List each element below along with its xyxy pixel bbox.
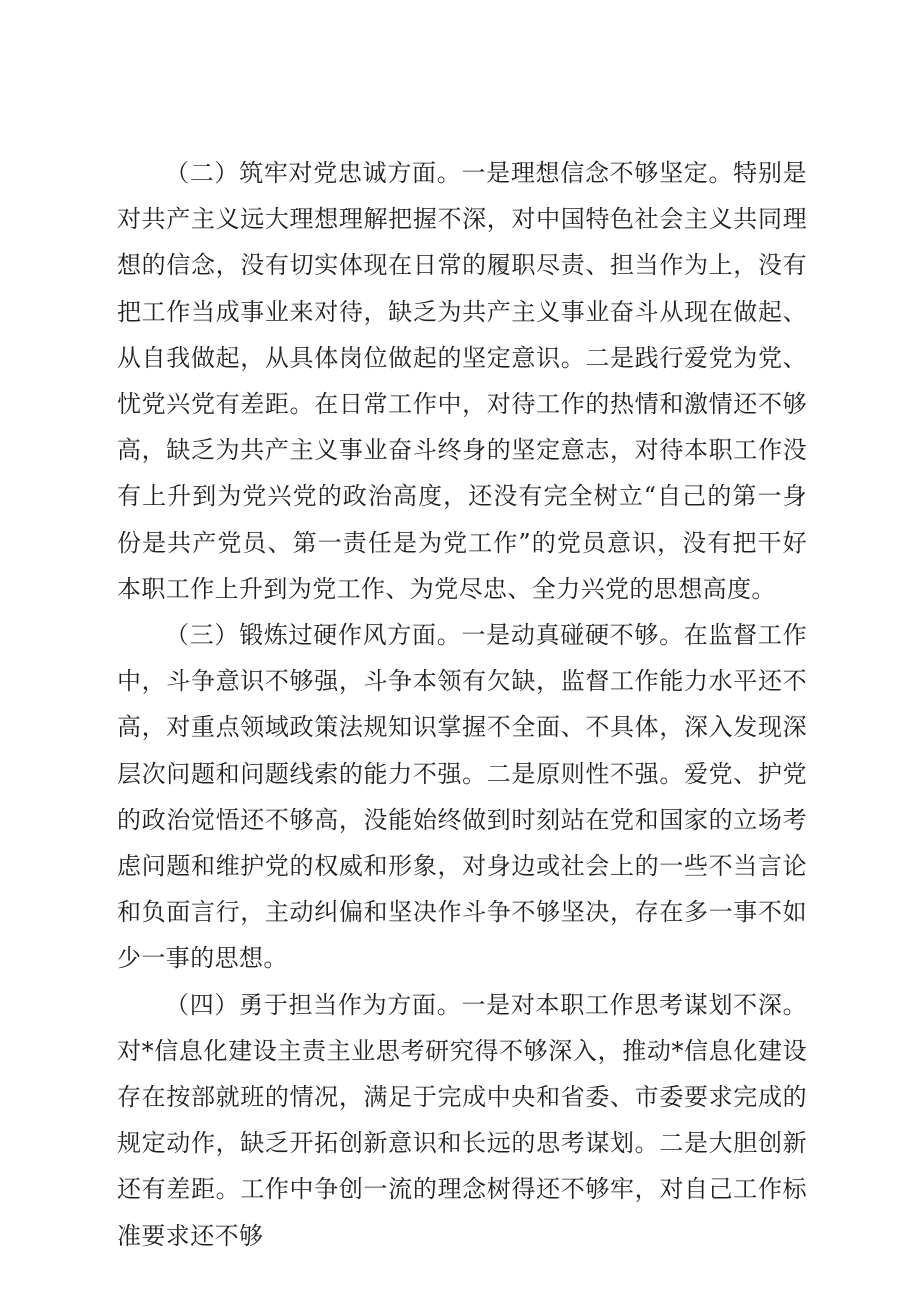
paragraph-responsibility: （四）勇于担当作为方面。一是对本职工作思考谋划不深。对*信息化建设主责主业思考研究得不够深入，推动*信息化建设存在按部就班的情况，满足于完成中央和省委、市委要求完成的规定动作，缺乏开拓创新意识和长远的思考谋划。二是大胆创新还有差距。工作中争创一流的理念树得还不够牢，对自己工作标准要求还不够 bbox=[117, 990, 807, 1250]
paragraph-work-style: （三）锻炼过硬作风方面。一是动真碰硬不够。在监督工作中，斗争意识不够强，斗争本领有欠缺，监督工作能力水平还不高，对重点领域政策法规知识掌握不全面、不具体，深入发现深层次问题和问题线索的能力不强。二是原则性不强。爱党、护党的政治觉悟还不够高，没能始终做到时刻站在党和国家的立场考虑问题和维护党的权威和形象，对身边或社会上的一些不当言论和负面言行，主动纠偏和坚决作斗争不够坚决，存在多一事不如少一事的思想。 bbox=[117, 621, 807, 973]
document-body bbox=[117, 150, 807, 1259]
paragraph-loyalty: （二）筑牢对党忠诚方面。一是理想信念不够坚定。特别是对共产主义远大理想理解把握不深，对中国特色社会主义共同理想的信念，没有切实体现在日常的履职尽责、担当作为上，没有把工作当成事业来对待，缺乏为共产主义事业奋斗从现在做起、从自我做起，从具体岗位做起的坚定意识。二是践行爱党为党、忧党兴党有差距。在日常工作中，对待工作的热情和激情还不够高，缺乏为共产主义事业奋斗终身的坚定意志，对待本职工作没有上升到为党兴党的政治高度，还没有完全树立“自己的第一身份是共产党员、第一责任是为党工作”的党员意识，没有把干好本职工作上升到为党工作、为党尽忠、全力兴党的思想高度。 bbox=[117, 159, 807, 603]
